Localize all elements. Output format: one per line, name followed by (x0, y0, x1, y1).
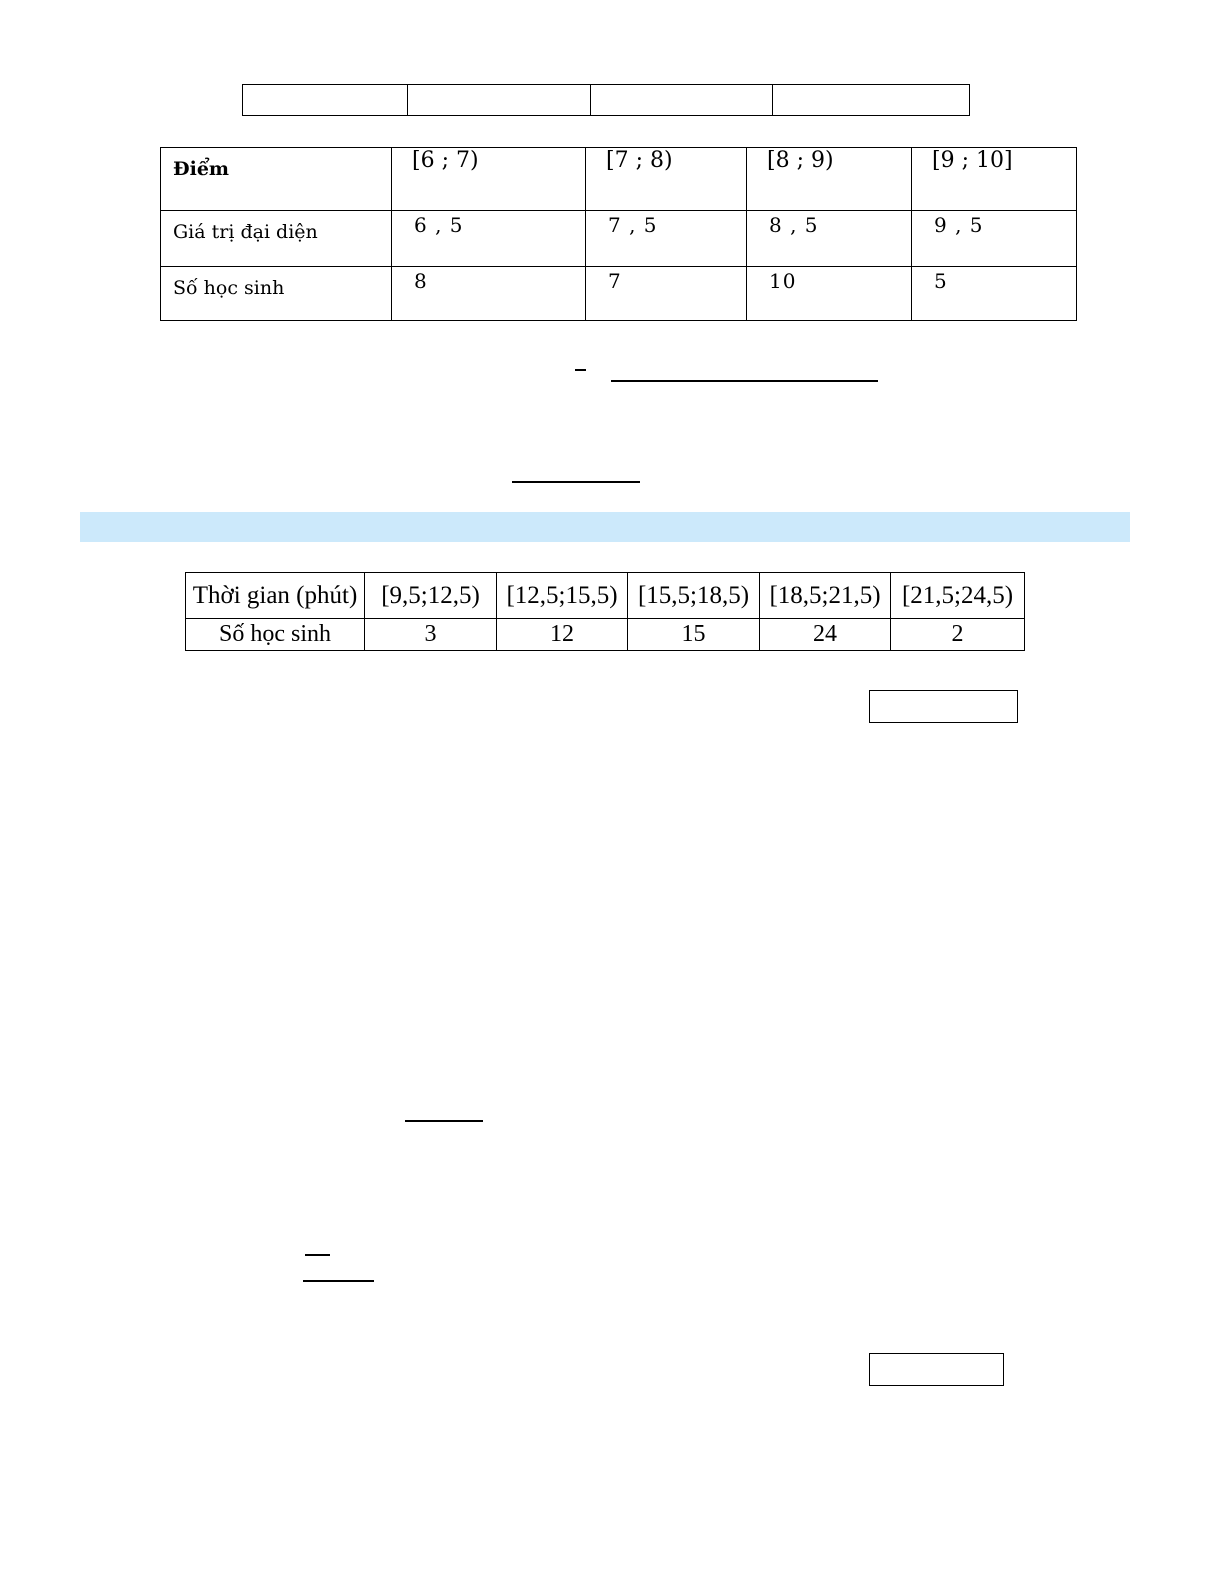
count-cell: 12 (497, 619, 628, 651)
empty-cell (591, 85, 773, 116)
table-row (186, 573, 1025, 619)
value-cell: 8 , 5 (747, 211, 912, 267)
interval-cell: [21,5;24,5) (891, 573, 1025, 619)
fraction-bar (305, 1254, 330, 1256)
row-label-time: Thời gian (phút) (186, 573, 365, 619)
count-cell: 10 (747, 267, 912, 321)
count-cell: 2 (891, 619, 1025, 651)
fraction-bar (405, 1120, 483, 1122)
count-cell: 15 (628, 619, 760, 651)
count-cell: 8 (392, 267, 586, 321)
value-cell: 6 , 5 (392, 211, 586, 267)
row-label-score: Điểm (161, 148, 392, 211)
row-label-representative: Giá trị đại diện (161, 211, 392, 267)
answer-box (869, 1353, 1004, 1386)
table-row (161, 267, 1077, 321)
interval-cell: [15,5;18,5) (628, 573, 760, 619)
time-frequency-table (185, 572, 1025, 651)
row-label-students: Số học sinh (186, 619, 365, 651)
interval-cell: [9 ; 10] (912, 148, 1077, 211)
row-label-students: Số học sinh (161, 267, 392, 321)
count-cell: 5 (912, 267, 1077, 321)
answer-box (869, 690, 1018, 723)
interval-cell: [18,5;21,5) (760, 573, 891, 619)
interval-cell: [7 ; 8) (586, 148, 747, 211)
empty-cell (773, 85, 970, 116)
value-cell: 7 , 5 (586, 211, 747, 267)
interval-cell: [12,5;15,5) (497, 573, 628, 619)
empty-cell (408, 85, 591, 116)
fraction-bar (575, 369, 586, 371)
highlight-band (80, 512, 1130, 542)
value-cell: 9 , 5 (912, 211, 1077, 267)
table-row (161, 211, 1077, 267)
table-row (186, 619, 1025, 651)
count-cell: 7 (586, 267, 747, 321)
fraction-bar (303, 1280, 374, 1282)
count-cell: 24 (760, 619, 891, 651)
table-row (161, 148, 1077, 211)
interval-cell: [9,5;12,5) (365, 573, 497, 619)
empty-header-table (242, 84, 970, 116)
fraction-bar (512, 481, 640, 483)
empty-cell (243, 85, 408, 116)
fraction-bar (611, 380, 878, 382)
interval-cell: [8 ; 9) (747, 148, 912, 211)
score-frequency-table (160, 147, 1077, 321)
interval-cell: [6 ; 7) (392, 148, 586, 211)
count-cell: 3 (365, 619, 497, 651)
